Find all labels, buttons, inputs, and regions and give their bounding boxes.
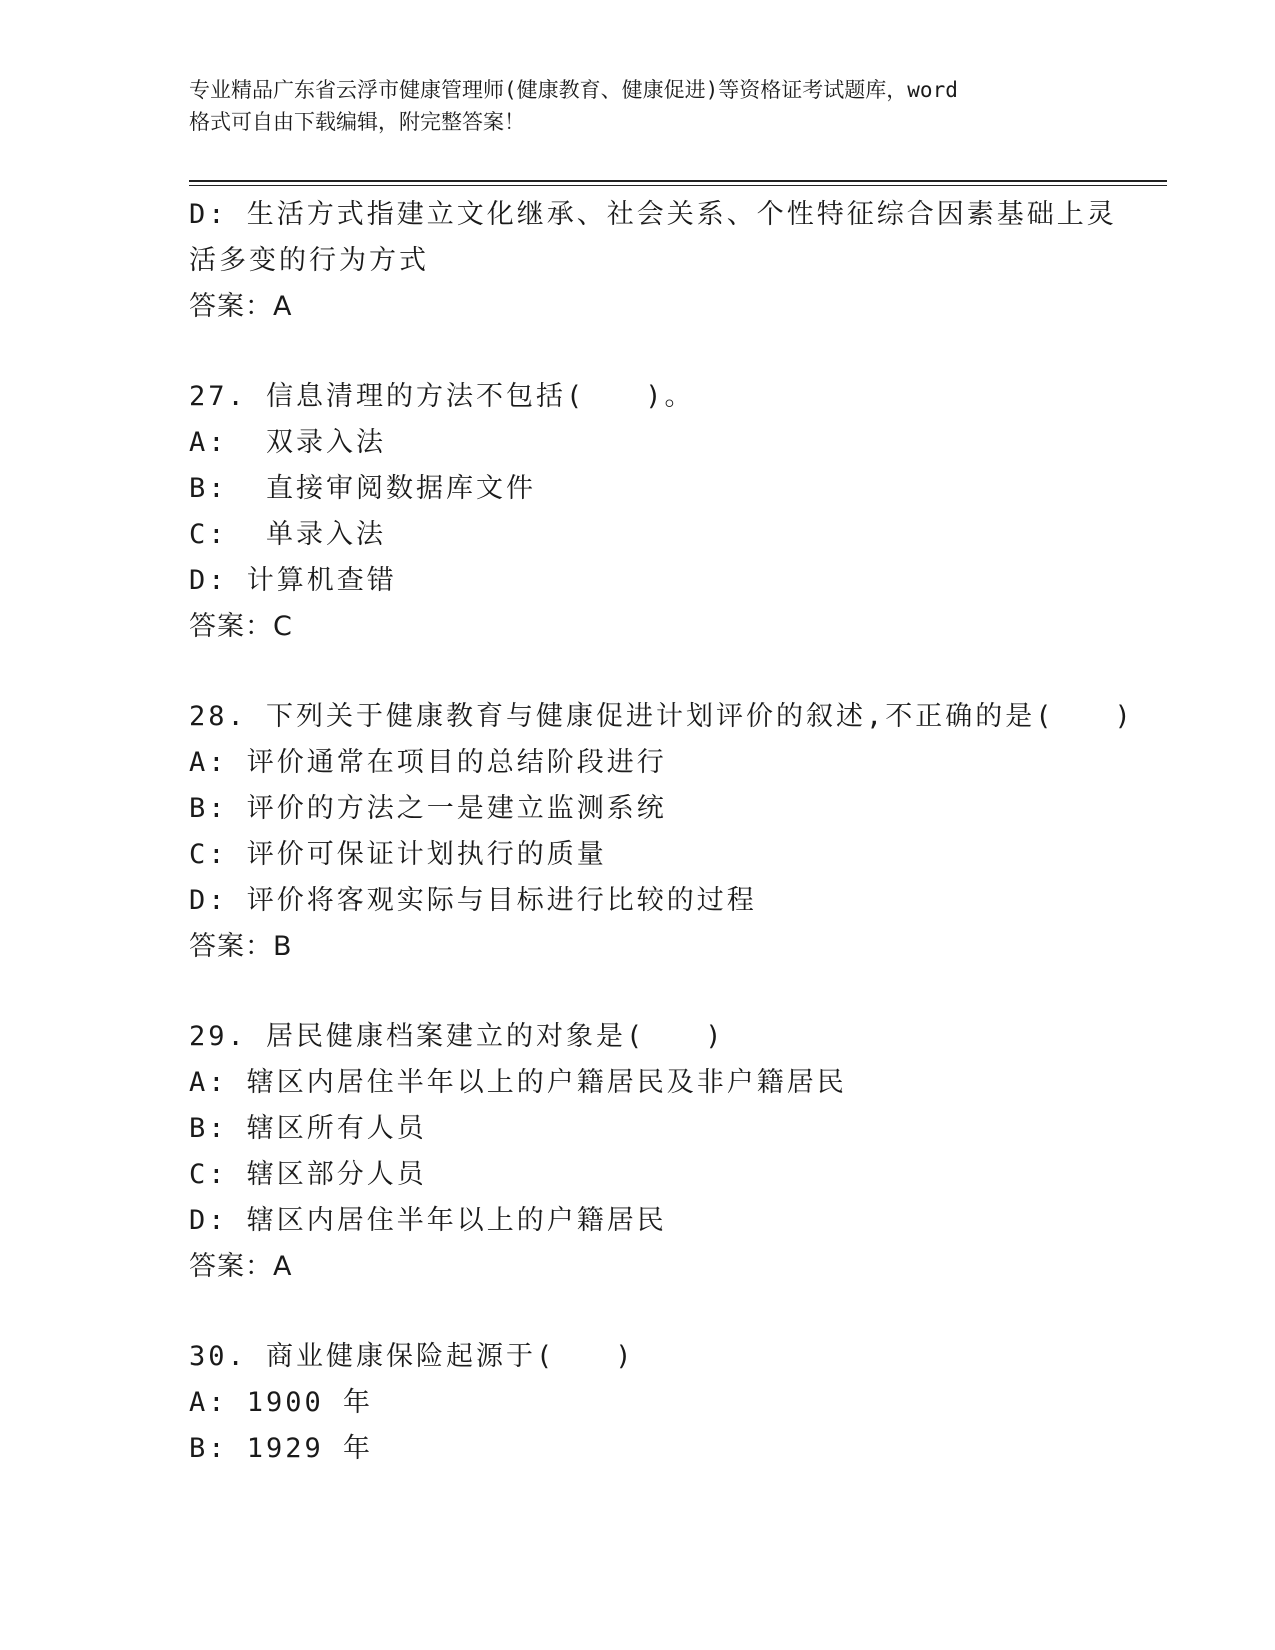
question-stem: 27. 信息清理的方法不包括( )。 xyxy=(189,381,695,412)
answer-label: 答案：A xyxy=(189,1251,293,1282)
option-a: A: 1900 年 xyxy=(189,1387,374,1418)
option-d: D: 辖区内居住半年以上的户籍居民 xyxy=(189,1205,667,1236)
question-stem: 30. 商业健康保险起源于( ) xyxy=(189,1341,635,1372)
option-c: C: 单录入法 xyxy=(189,519,387,550)
spacer xyxy=(189,330,1089,374)
option-c: C: 辖区部分人员 xyxy=(189,1159,427,1190)
question-list xyxy=(189,192,1134,1472)
spacer xyxy=(189,1290,1089,1334)
header-line-2: 格式可自由下载编辑，附完整答案！ xyxy=(189,110,525,134)
document-header xyxy=(189,74,1089,138)
question-stem: 29. 居民健康档案建立的对象是( ) xyxy=(189,1021,725,1052)
option-a: A: 评价通常在项目的总结阶段进行 xyxy=(189,747,667,778)
option-b: B: 1929 年 xyxy=(189,1433,374,1464)
question-stem: 28. 下列关于健康教育与健康促进计划评价的叙述,不正确的是( ) xyxy=(189,701,1134,732)
option-b: B: 评价的方法之一是建立监测系统 xyxy=(189,793,667,824)
option-d: D: 计算机查错 xyxy=(189,565,397,596)
option-d: D: 评价将客观实际与目标进行比较的过程 xyxy=(189,885,757,916)
header-line-1: 专业精品广东省云浮市健康管理师(健康教育、健康促进)等资格证考试题库，word xyxy=(189,78,958,102)
option-b: B: 辖区所有人员 xyxy=(189,1113,427,1144)
answer-label: 答案：B xyxy=(189,931,293,962)
spacer xyxy=(189,970,1089,1014)
answer-label: 答案：C xyxy=(189,611,293,642)
answer-label: 答案：A xyxy=(189,291,293,322)
option-a: A: 双录入法 xyxy=(189,427,387,458)
header-rule-thin xyxy=(189,185,1167,186)
spacer xyxy=(189,650,1089,694)
header-rule-thick xyxy=(189,180,1167,182)
option-d-line-1: D: 生活方式指建立文化继承、社会关系、个性特征综合因素基础上灵 xyxy=(189,199,1117,230)
option-b: B: 直接审阅数据库文件 xyxy=(189,473,537,504)
option-a: A: 辖区内居住半年以上的户籍居民及非户籍居民 xyxy=(189,1067,847,1098)
option-c: C: 评价可保证计划执行的质量 xyxy=(189,839,607,870)
option-d-line-2: 活多变的行为方式 xyxy=(189,245,429,276)
